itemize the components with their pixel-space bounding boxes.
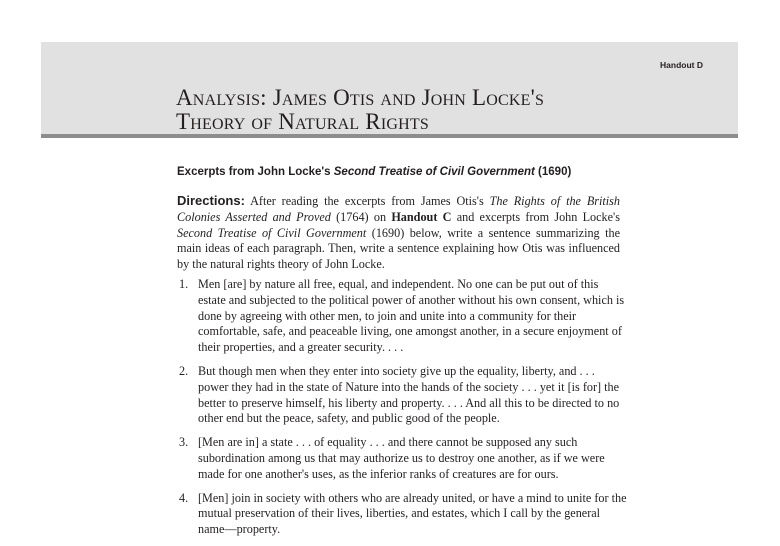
directions-text-4: (1690) below, write a sentence summarizing the main ideas of each paragraph. Then, write a sentence explaining how Otis was influenced by the natural rights theory of John Locke.	[177, 225, 620, 272]
excerpt-heading-work: Second Treatise of Civil Government	[333, 166, 535, 178]
excerpt-number: 3.	[179, 435, 189, 450]
directions-label: Directions:	[177, 193, 245, 208]
excerpt-heading-prefix: Excerpts from John Locke's	[177, 166, 334, 178]
title-line-1: Analysis: James Otis and John Locke's	[176, 85, 545, 110]
excerpt-number: 1.	[179, 277, 189, 291]
handout-label: Handout D	[660, 60, 703, 70]
title-line-2: Theory of Natural Rights	[176, 109, 429, 134]
directions-work-1: The Rights of the British Colonies Asserted and Proved	[177, 194, 621, 224]
directions-text-2: (1764) on	[330, 209, 392, 224]
directions-paragraph	[177, 193, 620, 273]
directions-text-3: and excerpts from John Locke's	[451, 209, 620, 224]
excerpt-item	[177, 364, 627, 427]
excerpt-text: [Men] join in society with others who are already united, or have a mind to unite for the mutual preservation of their lives, liberties, and estates, which I call by the general name—property.	[198, 490, 627, 537]
excerpt-text: [Men are in] a state . . . of equality . . . and there cannot be supposed any such subordination among us that may authorize us to destroy one another, as if we were made for one another's uses, as the inferior ranks of creatures are for ours.	[198, 435, 605, 481]
excerpt-item	[177, 491, 627, 538]
page-title	[176, 86, 544, 134]
excerpt-item	[177, 435, 627, 482]
excerpt-text: But though men when they enter into society give up the equality, liberty, and . . . power they had in the state of Nature into the hands of the society . . . yet it [is for] the better to preserve himself, his liberty and property. . . . And all this to be directed to no other end but the peace, safety, and public good of the people.	[198, 363, 620, 426]
directions-work-2: Second Treatise of Civil Government	[177, 225, 367, 240]
excerpt-heading	[177, 166, 571, 178]
excerpt-number: 2.	[179, 363, 189, 378]
excerpt-item	[177, 277, 627, 356]
excerpt-number: 4.	[179, 490, 189, 505]
directions-text-1: After reading the excerpts from James Otis's	[244, 194, 490, 208]
directions-handout-ref: Handout C	[391, 209, 452, 224]
excerpt-list	[177, 277, 627, 546]
excerpt-heading-year: (1690)	[534, 166, 572, 178]
excerpt-text: Men [are] by nature all free, equal, and independent. No one can be put out of this estate and subjected to the political power of another without his own consent, which is done by agreeing with other men, to join and unite into a community for their comfortable, safe, and peaceable living, one amongst another, in a secure enjoyment of their properties, and a greater security. . . .	[198, 277, 625, 355]
